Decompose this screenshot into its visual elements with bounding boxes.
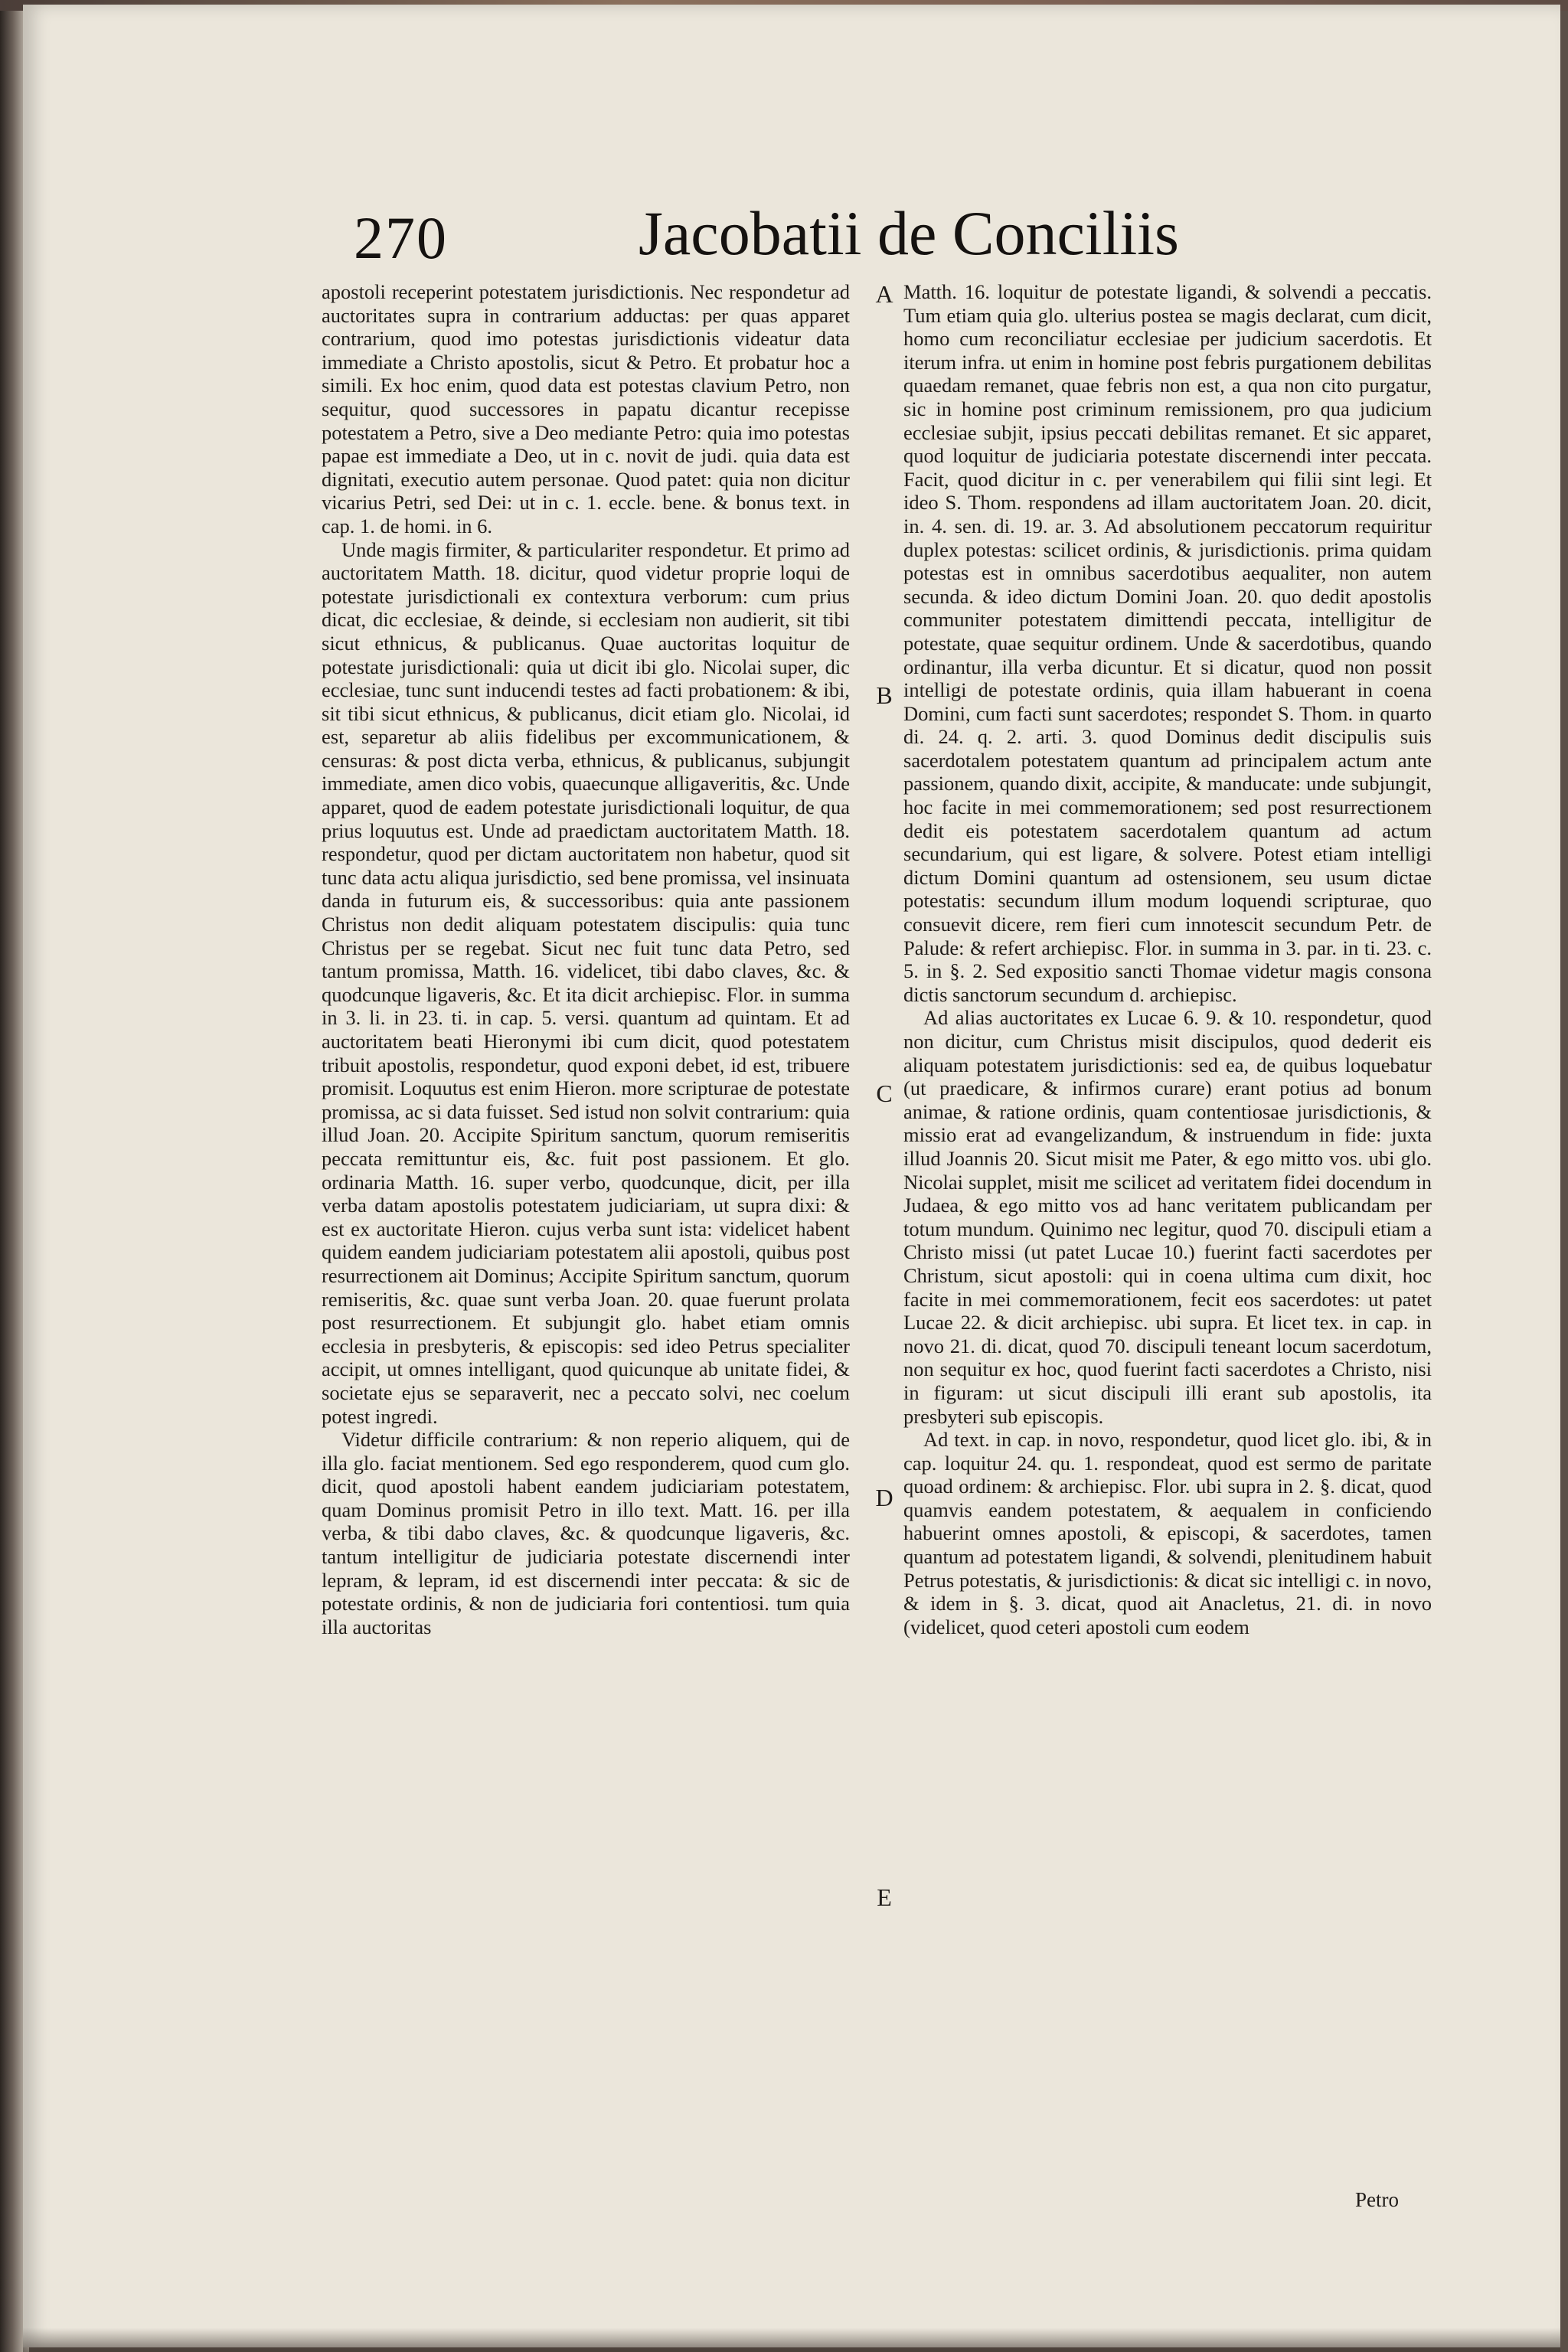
margin-marker-e: E <box>877 1883 892 1911</box>
margin-marker-b: B <box>876 681 893 709</box>
right-paragraph-3: Ad text. in cap. in novo, respondetur, quod licet glo. ibi, & in cap. loquitur 24. qu. 1. respondeat, quod est sermo de paritate quoad ordinem: & archiepisc. Flor. ubi supra in 2. §. dicat, quod quamvis eandem potestatem, & aequalem in conficiendo habuerint omnes apostoli, & episcopi, & sacerdotes, tamen quantum ad potestatem ligandi, & solvendi, plenitudinem habuit Petrus potestatis, & jurisdictionis: & dicat sic intelligi c. in novo, & idem in §. 3. dicat, quod ait Anacletus, 21. di. in novo (videlicet, quod ceteri apostoli cum eodem <box>903 1428 1432 1638</box>
margin-marker-a: A <box>875 280 893 308</box>
left-paragraph-2: Unde magis firmiter, & particulariter respondetur. Et primo ad auctoritatem Matth. 18. dicitur, quod videtur proprie loqui de potestate jurisdictionali ex contextura verborum: cum prius dicat, dic ecclesiae, & deinde, si ecclesiam non audierit, sit tibi sicut ethnicus, & publicanus. Quae auctoritas loquitur de potestate jurisdictionali: quia ut dicit ibi glo. Nicolai super, dic ecclesiae, tunc sunt inducendi testes ad facti probationem: & ibi, sit tibi sicut ethnicus, & publicanus, dicit etiam glo. Nicolai, id est, separetur ab aliis fidelibus per excommunicationem, & censuras: & post dicta verba, ethnicus, & publicanus, subjungit immediate, amen dico vobis, quaecunque alligaveritis, &c. Unde apparet, quod de eadem potestate jurisdictionali loquitur, de qua prius loquutus est. Unde ad praedictam auctoritatem Matth. 18. respondetur, quod per dictam auctoritatem non habetur, quod sit tunc data actu aliqua jurisdictio, sed bene promissa, vel insinuata danda in futurum eis, & successoribus: quia ante passionem Christus non dedit aliquam potestatem discipulis: quia tunc Christus per se regebat. Sicut nec fuit tunc data Petro, sed tantum promissa, Matth. 16. videlicet, tibi dabo claves, &c. & quodcunque ligaveris, &c. Et ita dicit archiepisc. Flor. in summa in 3. li. in 23. ti. in cap. 5. versi. quantum ad quintam. Et ad auctoritatem beati Hieronymi ibi cum dicit, quod potestatem tribuit apostolis, respondetur, quod exponi debet, id est, tribuere promisit. Loquutus est enim Hieron. more scripturae de potestate promissa, ac si data fuisset. Sed istud non solvit contrarium: quia illud Joan. 20. Accipite Spiritum sanctum, quorum remiseritis peccata remittuntur eis, &c. fuit post passionem. Et glo. ordinaria Matth. 16. super verbo, quodcunque, dicit, per illa verba datam apostolis potestatem judiciariam, ut supra dixi: & est ex auctoritate Hieron. cujus verba sunt ista: videlicet habent quidem eandem judiciariam potestatem alii apostoli, quibus post resurrectionem ait Dominus; Accipite Spiritum sanctum, quorum remiseritis, &c. quae sunt verba Joan. 20. quae fuerunt prolata post resurrectionem. Et subjungit glo. habet etiam omnis ecclesia in presbyteris, & episcopis: sed ideo Petrus specialiter accipit, ut omnes intelligant, quod quicunque ab unitate fidei, & societate ejus se separaverit, nec a peccato solvi, nec coelum potest ingredi. <box>322 537 850 1428</box>
catchword: Petro <box>1355 2188 1399 2211</box>
right-text-column <box>903 280 1432 1638</box>
page-header <box>354 198 1349 289</box>
margin-marker-c: C <box>876 1080 893 1107</box>
page-bottom-shadow <box>23 2328 1560 2352</box>
running-title: Jacobatii de Conciliis <box>639 198 1179 268</box>
right-paragraph-2: Ad alias auctoritates ex Lucae 6. 9. & 10. respondetur, quod non dicitur, cum Christus misit discipulos, quod dederit eis aliquam potestatem jurisdictionis: sed ea, de quibus loquebatur (ut praedicare, & infirmos curare) erant potius ad bonum animae, & ratione ordinis, quam contentiosae jurisdictionis, & missio erat ad evangelizandum, & instruendum in fide: juxta illud Joannis 20. Sicut misit me Pater, & ego mitto vos. ubi glo. Nicolai supplet, misit me scilicet ad veritatem fidei docendum in Judaea, & ego mitto vos ad hanc veritatem publicandam per totum mundum. Quinimo nec legitur, quod 70. discipuli etiam a Christo missi (ut patet Lucae 10.) fuerint facti sacerdotes per Christum, sicut apostoli: qui in coena ultima cum dixit, hoc facite in mei commemorationem, fecit eos sacerdotes: ut patet Lucae 22. & dicit archiepisc. ubi supra. Et licet tex. in cap. in novo 21. di. dicat, quod 70. discipuli teneant locum sacerdotum, non sequitur ex hoc, quod fuerint facti sacerdotes a Christo, nisi in figuram: ut sicut discipuli illi erant sub apostolis, ita presbyteri sub episcopis. <box>903 1006 1432 1428</box>
page-number: 270 <box>354 204 448 271</box>
right-paragraph-1: Matth. 16. loquitur de potestate ligandi, & solvendi a peccatis. Tum etiam quia glo. ulterius postea se magis declarat, cum dicit, homo cum reconciliatur ecclesiae per judicium sacerdotis. Et iterum infra. ut enim in homine post febris purgationem debilitas quaedam remanet, quae febris non est, a qua non cito purgatur, sic in homine post criminum remissionem, pro qua judicium ecclesiae subjit, ipsius peccati debilitas remanet. Et sic apparet, quod loquitur de judiciaria potestate discernendi inter peccata. Facit, quod dicitur in c. per venerabilem qui filii sint legi. Et ideo S. Thom. respondens ad illam auctoritatem Joan. 20. dicit, in. 4. sen. di. 19. ar. 3. Ad absolutionem peccatorum requiritur duplex potestas: scilicet ordinis, & jurisdictionis. prima quidam potestas est in omnibus sacerdotibus aequaliter, non autem secunda. & ideo dictum Domini Joan. 20. quo dedit apostolis communiter potestatem dimittendi peccata, intelligitur de potestate, quae sequitur ordinem. Unde & sacerdotibus, quando ordinantur, illa verba dicuntur. Et si dicatur, quod non possit intelligi de potestate ordinis, quia illam habuerant in coena Domini, cum facti sunt sacerdotes; respondet S. Thom. in quarto di. 24. q. 2. arti. 3. quod Dominus dedit discipulis suis sacerdotalem potestatem quantum ad principalem actum ante passionem, quando dixit, accipite, & manducate: unde subjungit, hoc facite in mei commemorationem; sed post resurrectionem dedit eis potestatem sacerdotalem quantum ad actum secundarium, qui est ligare, & solvere. Potest etiam intelligi dictum Domini quantum ad ostensionem, seu usum dictae potestatis: secundum illum modum loquendi scripturae, quo consuevit dicere, rem fieri cum innotescit secundum Petr. de Palude: & refert archiepisc. Flor. in summa in 3. par. in ti. 23. c. 5. in §. 2. Sed expositio sancti Thomae videtur magis consona dictis sanctorum secundum d. archiepisc. <box>903 280 1432 1006</box>
margin-marker-d: D <box>875 1484 893 1511</box>
left-paragraph-3: Videtur difficile contrarium: & non reperio aliquem, qui de illa glo. faciat mentionem. Sed ego responderem, quod cum glo. dicit, quod apostoli habent eandem judiciariam potestatem, quam Dominus promisit Petro in illo text. Matt. 16. per illa verba, & tibi dabo claves, &c. & quodcunque ligaveris, &c. tantum intelligitur de judiciaria potestate discernendi inter lepram, & lepram, id est discernendi inter peccata: & sic de potestate ordinis, & non de judiciaria fori contentiosi. tum quia illa auctoritas <box>322 1428 850 1638</box>
left-text-column <box>322 280 850 1638</box>
left-paragraph-1: apostoli receperint potestatem jurisdictionis. Nec respondetur ad auctoritates supra in contrarium adductas: per quas apparet contrarium, quod imo potestas jurisdictionis videatur data immediate a Christo apostolis, sicut & Petro. Et probatur hoc a simili. Ex hoc enim, quod data est potestas clavium Petro, non sequitur, quod successores in papatu dicantur recepisse potestatem a Petro, sive a Deo mediante Petro: quia imo potestas papae est immediate a Deo, ut in c. novit de judi. quia data est dignitati, executio autem personae. Quod patet: quia non dicitur vicarius Petri, sed Dei: ut in c. 1. eccle. bene. & bonus text. in cap. 1. de homi. in 6. <box>322 280 850 537</box>
